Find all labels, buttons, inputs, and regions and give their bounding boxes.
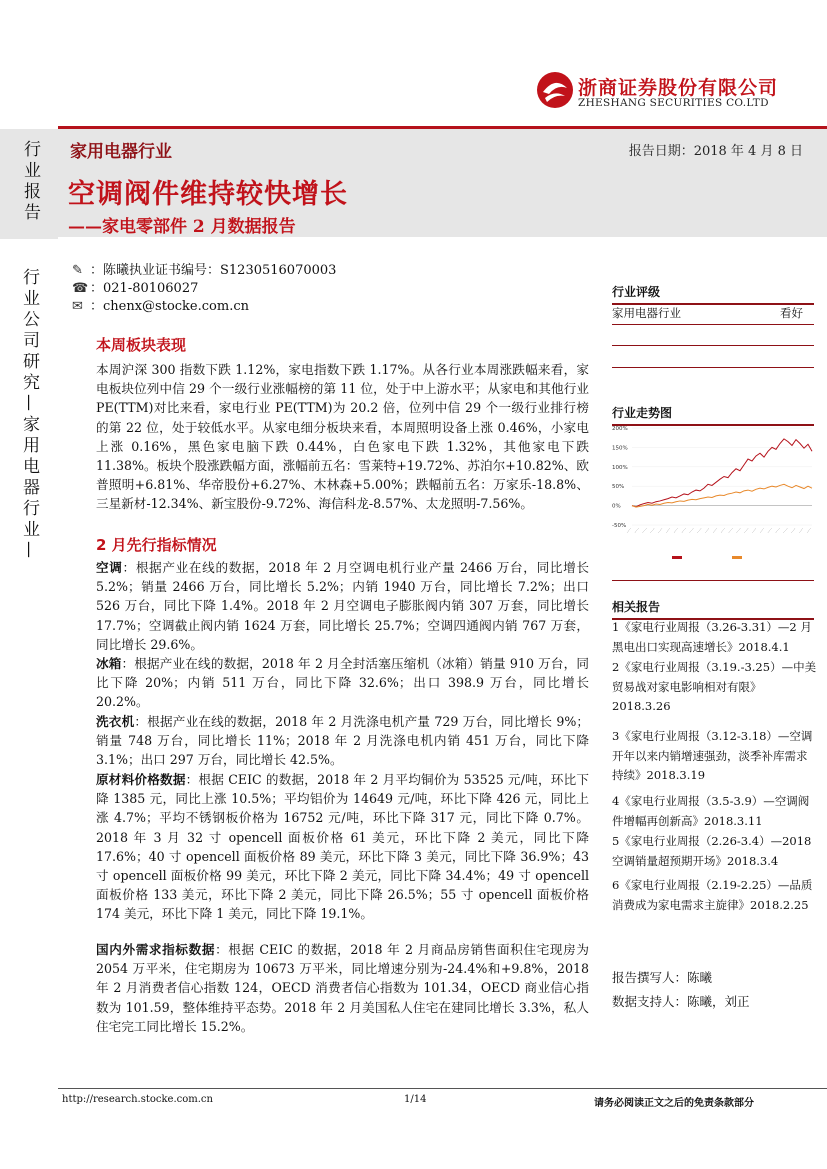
section-heading-weekly: 本周板块表现 (96, 336, 187, 354)
rule (612, 580, 814, 581)
x-tick-mark: ····· (624, 526, 633, 535)
footer-disclaimer: 请务必阅读正文之后的免责条款部分 (594, 1098, 754, 1109)
fridge-paragraph (96, 654, 589, 712)
pencil-icon: ✎ (72, 263, 83, 278)
x-tick-mark: ····· (656, 526, 665, 535)
x-tick-mark: ····· (773, 526, 782, 535)
rating-heading: 行业评级 (612, 283, 814, 305)
y-tick-label: 150% (612, 445, 628, 452)
footer-rule (58, 1088, 827, 1089)
related-report-6[interactable]: 6《家电行业周报（2.19-2.25）—品质消费成为家电需求主旋律》2018.2.25 (612, 878, 813, 912)
x-tick-mark: ····· (804, 526, 813, 535)
x-tick-mark: ····· (679, 526, 688, 535)
x-tick-mark: ····· (765, 526, 774, 535)
analyst-email-row (72, 295, 249, 314)
ac-paragraph (96, 558, 589, 654)
legend-swatch-2 (732, 556, 742, 559)
series-line-2 (632, 484, 812, 507)
x-tick-mark: ····· (695, 526, 704, 535)
x-tick-mark: ····· (718, 526, 727, 535)
ac-label: 空调 (96, 560, 123, 575)
rating-industry: 家用电器行业 (612, 306, 681, 320)
x-tick-mark: ····· (640, 526, 649, 535)
phone-icon: ☎ (72, 281, 89, 296)
x-tick-mark: ····· (648, 526, 657, 535)
related-report-2[interactable]: 2《家电行业周报（3.19.-3.25）—中美贸易战对家电影响相对有限》2018.3.26 (612, 660, 817, 713)
analyst-email[interactable]: ：chenx@stocke.com.cn (90, 299, 249, 314)
x-tick-mark: ····· (726, 526, 735, 535)
trend-heading: 行业走势图 (612, 404, 814, 426)
washer-paragraph (96, 712, 589, 770)
x-tick-mark: ····· (632, 526, 641, 535)
x-tick-mark: ····· (789, 526, 798, 535)
y-tick-label: 200% (612, 426, 628, 432)
related-report-3[interactable]: 3《家电行业周报（3.12-3.18）—空调开年以来内销增速强劲，淡季补库需求持续》2018.3.19 (612, 729, 813, 782)
analyst-name: ：陈曦执业证书编号：S1230516070003 (90, 263, 337, 278)
related-report-4[interactable]: 4《家电行业周报（3.5-3.9）—空调阀件增幅再创新高》2018.3.11 (612, 794, 810, 828)
y-tick-label: 0% (612, 503, 621, 510)
industry-trend-chart (612, 420, 817, 568)
sidebar-report-type: 行业报告 (20, 140, 40, 224)
demand-paragraph (96, 940, 589, 1036)
industry-tag: 家用电器行业 (70, 142, 172, 162)
x-tick-mark: ····· (797, 526, 805, 535)
related-report-1[interactable]: 1《家电行业周报（3.26-3.31）—2 月黑电出口实现高速增长》2018.4.1 (612, 620, 812, 654)
x-tick-mark: ····· (703, 526, 712, 535)
section-heading-leading: 2 月先行指标情况 (96, 536, 217, 554)
zheshang-logo-icon (535, 70, 575, 110)
x-tick-mark: ····· (750, 526, 758, 535)
report-writer: 报告撰写人：陈曦 (612, 970, 713, 985)
analyst-phone: ：021-80106027 (90, 281, 199, 296)
material-label: 原材料价格数据 (96, 772, 186, 787)
y-tick-label: 100% (612, 464, 628, 471)
footer-url-link[interactable]: http://research.stocke.com.cn (62, 1094, 213, 1105)
related-report-5[interactable]: 5《家电行业周报（2.26-3.4）—2018 空调销量超预期开场》2018.3.4 (612, 834, 812, 868)
x-tick-mark: ····· (742, 526, 751, 535)
series-line-1 (632, 439, 812, 507)
rule (612, 324, 814, 325)
x-tick-mark: ····· (710, 526, 719, 535)
brand-name-en: ZHESHANG SECURITIES CO.LTD (578, 97, 769, 109)
washer-text: ：根据产业在线的数据，2018 年 2 月洗涤电机产量 729 万台，同比增长 9%；销量 748 万台，同比增长 11%；2018 年 2 月洗涤电机内销 451 万台，同比下降 3.1%；出口 297 万台，同比增长 42.5%。 (96, 714, 589, 768)
x-tick-mark: ····· (781, 526, 790, 535)
analyst-phone-row (72, 277, 198, 296)
y-tick-label: -50% (612, 523, 627, 529)
material-text: ：根据 CEIC 的数据，2018 年 2 月平均铜价为 53525 元/吨，环比下降 1385 元，同比上涨 10.5%；平均铝价为 14649 元/吨，环比下降 426 元，同比上涨 4.7%；平均不锈钢板价格为 16752 元/吨，环比下降 317 元，同比下降 0.7%。2018 年 3 月 32 寸 opencell 面板价格 61 美元，环比下降 2 美元，同比下降 17.6%；40 寸 opencell 面板价格 89 美元，环比下降 3 美元，同比下降 36.9%；43 寸 opencell 面板价格 99 美元，环比下降 2 美元，同比下降 34.4%；49 寸 opencell 面板价格 133 美元，环比下降 2 美元，同比下降 26.5%；55 寸 opencell 面板价格 174 美元，环比下降 1 美元，同比下降 19.1%。 (96, 772, 589, 922)
fridge-label: 冰箱 (96, 656, 122, 671)
demand-label: 国内外需求指标数据 (96, 942, 216, 957)
report-date: 报告日期：2018 年 4 月 8 日 (628, 144, 803, 159)
demand-text: ：根据 CEIC 的数据，2018 年 2 月商品房销售面积住宅现房为 2054 万平米，住宅期房为 10673 万平米，同比增速分别为-24.4%和+9.8%，2018 年 2 月消费者信心指数 124，OECD 消费者信心指数为 101.34，OECD 商业信心指数为 101.59，整体维持平态势。2018 年 2 月美国私人住宅在建同比增长 3.3%，私人住宅完工同比增长 15.2%。 (96, 942, 589, 1034)
page-title: 空调阀件维持较快增长 (68, 179, 348, 210)
rule (612, 345, 814, 346)
data-support: 数据支持人：陈曦，刘正 (612, 994, 750, 1009)
related-heading: 相关报告 (612, 598, 814, 620)
envelope-icon: ✉ (72, 299, 83, 314)
x-tick-mark: ····· (671, 526, 680, 535)
x-tick-mark: ····· (734, 526, 743, 535)
x-tick-mark: ····· (687, 526, 696, 535)
rating-value: 看好 (780, 306, 803, 320)
analyst-name-row (72, 259, 336, 278)
page-number: 1/14 (404, 1094, 427, 1105)
y-tick-label: 50% (612, 484, 625, 491)
sidebar-category: 行业公司研究—家用电器行业— (19, 268, 39, 562)
fridge-text: ：根据产业在线的数据，2018 年 2 月全封活塞压缩机（冰箱）销量 910 万台，同比下降 20%；内销 511 万台，同比下降 32.6%；出口 398.9 万台，同比增长 20.2%。 (96, 656, 589, 710)
x-tick-mark: ····· (663, 526, 672, 535)
weekly-paragraph: 本周沪深 300 指数下跌 1.12%，家电指数下跌 1.17%。从各行业本周涨跌幅来看，家电板块位列中信 29 个一级行业涨幅榜的第 11 位，处于中上游水平；从家电和其他行业 PE(TTM)对比来看，家电行业 PE(TTM)为 20.2 倍，位列中信 29 个一级行业排行榜的第 22 位，处于较低水平。从家电细分板块来看，本周照明设备上涨 0.46%，小家电上涨 0.16%，黑色家电脑下跌 0.44%，白色家电下跌 1.32%，其他家电下跌 11.38%。板块个股涨跌幅方面，涨幅前五名：雪莱特+19.72%、苏泊尔+10.82%、欧普照明+6.81%、华帝股份+6.27%、木林森+5.00%；跌幅前五名：万家乐-18.8%、三星新材-12.34%、新宝股份-9.72%、海信科龙-8.57%、太龙照明-7.56%。 (96, 362, 589, 512)
material-paragraph (96, 770, 589, 924)
ac-text: ：根据产业在线的数据，2018 年 2 月空调电机行业产量 2466 万台，同比增长 5.2%；销量 2466 万台，同比增长 5.2%；内销 1940 万台，同比增长 7.2%；出口 526 万台，同比下降 1.4%。2018 年 2 月空调电子膨胀阀内销 307 万套，同比增长 17.7%；空调截止阀内销 1624 万套，同比增长 25.7%；空调四通阀内销 767 万套，同比增长 29.6%。 (96, 560, 589, 652)
brand-name-cn: 浙商证券股份有限公司 (578, 77, 779, 99)
washer-label: 洗衣机 (96, 714, 135, 729)
legend-swatch-1 (672, 556, 682, 559)
x-tick-mark: ····· (757, 526, 766, 535)
rule (612, 367, 814, 368)
page-subtitle: ——家电零部件 2 月数据报告 (68, 217, 296, 237)
